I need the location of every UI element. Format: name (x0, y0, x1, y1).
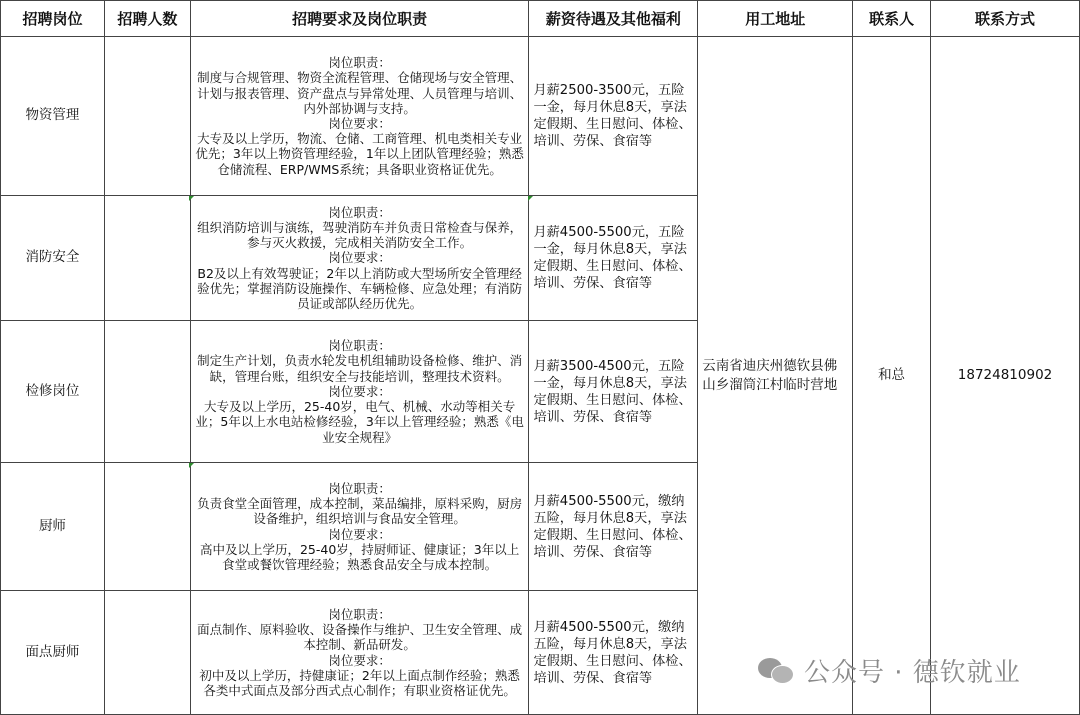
requirements-cell (190, 591, 529, 715)
requirement-text: 初中及以上学历，持健康证；2年以上面点制作经验；熟悉各类中式面点及部分西式点心制作；有职业资格证优先。 (199, 667, 520, 698)
duty-heading: 岗位职责： (328, 338, 391, 354)
duty-text: 负责食堂全面管理，成本控制，菜品编排，原料采购，厨房设备维护，组织培训与食品安全管理。 (197, 496, 523, 527)
salary-cell: 月薪4500-5500元，缴纳五险，每月休息8天，享法定假期、生日慰问、体检、培训、劳保、食宿等 (529, 591, 698, 715)
comment-marker (189, 463, 194, 468)
header-requirements: 招聘要求及岗位职责 (190, 1, 529, 37)
requirement-heading: 岗位要求： (328, 250, 391, 266)
contact-person-cell: 和总 (853, 37, 931, 715)
count-cell (104, 37, 190, 196)
duty-heading: 岗位职责： (328, 204, 391, 220)
salary-cell: 月薪2500-3500元，五险一金，每月休息8天，享法定假期、生日慰问、体检、培训、劳保、食宿等 (529, 37, 698, 196)
table-row (1, 37, 1080, 196)
duty-text: 组织消防培训与演练，驾驶消防车并负责日常检查与保养，参与灭火救援，完成相关消防安全工作。 (197, 219, 523, 251)
comment-marker (189, 196, 194, 201)
position-cell: 厨师 (1, 463, 105, 591)
duty-text: 面点制作、原料验收、设备操作与维护、卫生安全管理、成本控制、新品研发。 (197, 622, 523, 653)
requirement-text: B2及以上有效驾驶证；2年以上消防或大型场所安全管理经验优先；掌握消防设施操作、车辆检修、应急处理；有消防员证或部队经历优先。 (197, 265, 523, 311)
requirements-cell (190, 196, 529, 321)
requirement-text: 高中及以上学历，25-40岁，持厨师证、健康证；3年以上食堂或餐饮管理经验；熟悉食品安全与成本控制。 (199, 541, 520, 572)
requirement-text: 大专及以上学历，物流、仓储、工商管理、机电类相关专业优先；3年以上物资管理经验，1年以上团队管理经验；熟悉仓储流程、ERP/WMS系统；具备职业资格证优先。 (195, 131, 524, 177)
address-cell: 云南省迪庆州德钦县佛山乡溜筒江村临时营地 (698, 37, 853, 715)
header-salary: 薪资待遇及其他福利 (529, 1, 698, 37)
salary-cell: 月薪4500-5500元，缴纳五险，每月休息8天，享法定假期、生日慰问、体检、培训、劳保、食宿等 (529, 463, 698, 591)
duty-heading: 岗位职责： (328, 606, 391, 622)
duty-heading: 岗位职责： (328, 480, 391, 496)
position-cell: 消防安全 (1, 196, 105, 321)
salary-cell: 月薪3500-4500元，五险一金，每月休息8天，享法定假期、生日慰问、体检、培训、劳保、食宿等 (529, 321, 698, 463)
header-position: 招聘岗位 (1, 1, 105, 37)
header-phone: 联系方式 (931, 1, 1080, 37)
header-address: 用工地址 (698, 1, 853, 37)
requirement-heading: 岗位要求： (328, 383, 391, 399)
header-row (1, 1, 1080, 37)
comment-marker (528, 196, 533, 201)
header-count: 招聘人数 (104, 1, 190, 37)
watermark (758, 652, 1021, 689)
count-cell (104, 463, 190, 591)
duty-text: 制定生产计划，负责水轮发电机组辅助设备检修、维护、消缺，管理台账，组织安全与技能培训，整理技术资料。 (197, 353, 523, 384)
wechat-icon (758, 656, 794, 686)
header-contact-person: 联系人 (853, 1, 931, 37)
watermark-text: 公众号 · 德钦就业 (804, 658, 1021, 688)
requirement-heading: 岗位要求： (328, 526, 391, 542)
requirement-heading: 岗位要求： (328, 652, 391, 668)
requirement-text: 大专及以上学历，25-40岁，电气、机械、水动等相关专业；5年以上水电站检修经验，3年以上管理经验；熟悉《电业安全规程》 (195, 399, 524, 445)
requirements-cell (190, 463, 529, 591)
count-cell (104, 591, 190, 715)
salary-cell: 月薪4500-5500元，五险一金，每月休息8天，享法定假期、生日慰问、体检、培训、劳保、食宿等 (529, 196, 698, 321)
requirements-cell (190, 37, 529, 196)
position-cell: 检修岗位 (1, 321, 105, 463)
count-cell (104, 321, 190, 463)
count-cell (104, 196, 190, 321)
requirements-cell (190, 321, 529, 463)
requirement-heading: 岗位要求： (328, 116, 391, 131)
position-cell: 面点厨师 (1, 591, 105, 715)
position-cell: 物资管理 (1, 37, 105, 196)
phone-cell: 18724810902 (931, 37, 1080, 715)
duty-text: 制度与合规管理、物资全流程管理、仓储现场与安全管理、计划与报表管理、资产盘点与异常处理、人员管理与培训、内外部协调与支持。 (197, 70, 523, 116)
duty-heading: 岗位职责： (328, 55, 391, 71)
